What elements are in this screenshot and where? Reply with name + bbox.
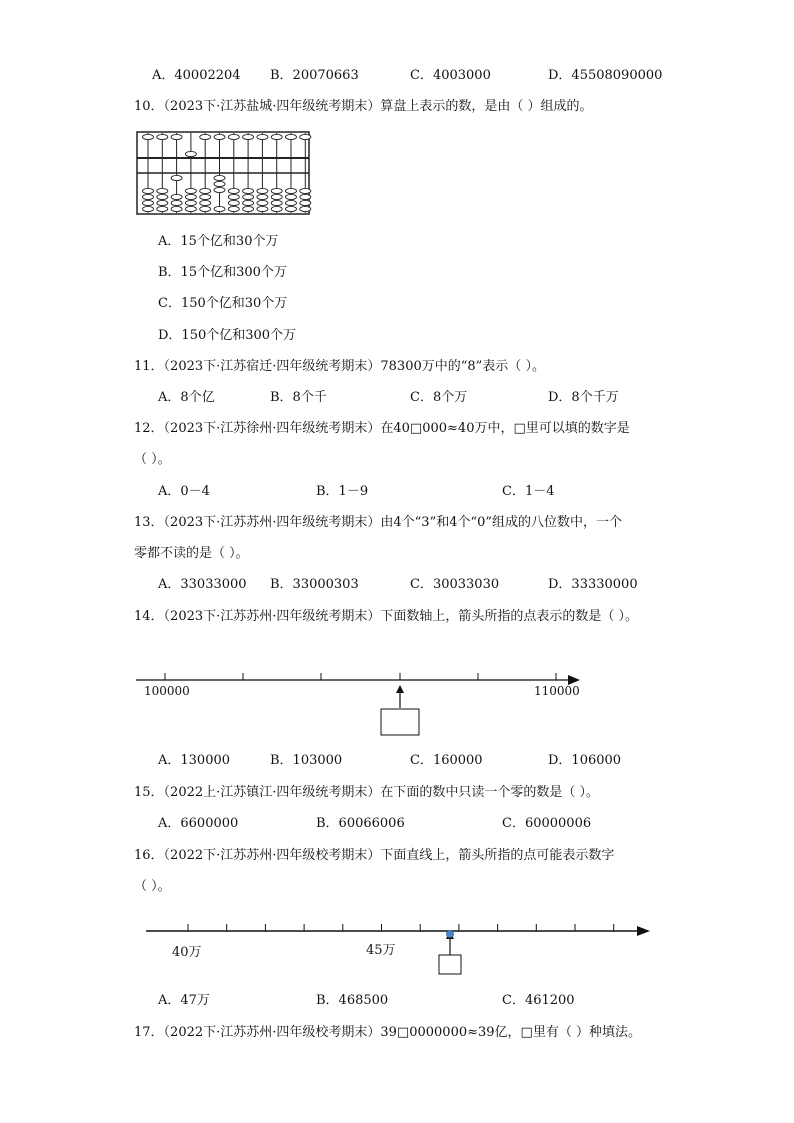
q16-option-a[interactable]: A．47万 [158, 993, 210, 1008]
abacus-bead [185, 188, 196, 193]
q12-option-b[interactable]: B．1－9 [316, 484, 369, 499]
abacus-bead [271, 194, 282, 199]
abacus-bead [257, 188, 268, 193]
q13-option-a[interactable]: A．33033000 [158, 577, 247, 592]
q15-option-c[interactable]: C．60000006 [502, 816, 592, 831]
q10-option-a[interactable]: A．15个亿和30个万 [158, 234, 279, 249]
q10-stem: 10．（2023下·江苏盐城·四年级统考期末）算盘上表示的数，是由（ ）组成的。 [134, 99, 593, 114]
abacus-bead [228, 134, 239, 139]
abacus-bead [271, 188, 282, 193]
abacus-bead [286, 206, 297, 211]
abacus-bead [286, 200, 297, 205]
abacus-figure [136, 131, 312, 217]
q16-option-b[interactable]: B．468500 [316, 993, 389, 1008]
abacus-bead [200, 188, 211, 193]
axis-label-45: 45万 [366, 943, 396, 958]
abacus-bead [214, 175, 225, 180]
q10-option-c[interactable]: C．150个亿和30个万 [158, 296, 288, 311]
axis-label-40: 40万 [172, 945, 202, 960]
q16-number-line [140, 920, 660, 980]
q16-option-c[interactable]: C．461200 [502, 993, 575, 1008]
q11-option-d[interactable]: D．8个千万 [548, 390, 619, 405]
axis-label-end: 110000 [534, 684, 580, 698]
abacus-bead [200, 200, 211, 205]
q12-stem-line1: 12．（2023下·江苏徐州·四年级统考期末）在40□000≈40万中，□里可以填的数字是 [134, 421, 630, 436]
abacus-bead [257, 206, 268, 211]
q13-stem-line1: 13．（2023下·江苏苏州·四年级统考期末）由4个“3”和4个“0”组成的八位数中，一个 [134, 515, 623, 530]
abacus-bead [200, 134, 211, 139]
abacus-bead [300, 200, 311, 205]
abacus-bead [286, 194, 297, 199]
q13-option-c[interactable]: C．30033030 [410, 577, 500, 592]
q13-option-d[interactable]: D．33330000 [548, 577, 638, 592]
abacus-bead [271, 200, 282, 205]
q17-stem: 17．（2022下·江苏苏州·四年级校考期末）39□0000000≈39亿，□里有（ ）种填法。 [134, 1025, 641, 1040]
q13-option-b[interactable]: B．33000303 [270, 577, 359, 592]
marked-point [447, 931, 454, 938]
abacus-bead [300, 194, 311, 199]
abacus-bead [243, 134, 254, 139]
abacus-bead [271, 134, 282, 139]
abacus-bead [157, 200, 168, 205]
q12-stem-line2: （ ）。 [134, 452, 171, 467]
abacus-bead [143, 206, 154, 211]
q11-option-b[interactable]: B．8个千 [270, 390, 327, 405]
abacus-bead [300, 134, 311, 139]
abacus-bead [257, 134, 268, 139]
abacus-bead [185, 200, 196, 205]
q12-option-c[interactable]: C．1－4 [502, 484, 555, 499]
axis-label-start: 100000 [144, 684, 190, 698]
abacus-bead [171, 206, 182, 211]
abacus-bead [271, 206, 282, 211]
q10-option-b[interactable]: B．15个亿和300个万 [158, 265, 287, 280]
q10-option-d[interactable]: D．150个亿和300个万 [158, 328, 297, 343]
abacus-bead [157, 134, 168, 139]
abacus-bead [214, 206, 225, 211]
abacus-bead [171, 134, 182, 139]
abacus-bead [228, 194, 239, 199]
q14-number-line [130, 664, 590, 744]
abacus-bead [300, 206, 311, 211]
abacus-bead [243, 188, 254, 193]
q14-stem: 14．（2023下·江苏苏州·四年级统考期末）下面数轴上，箭头所指的点表示的数是（ ）。 [134, 609, 639, 624]
q14-option-b[interactable]: B．103000 [270, 753, 343, 768]
q9-option-d[interactable]: D．45508090000 [548, 68, 663, 83]
q11-stem: 11．（2023下·江苏宿迁·四年级统考期末）78300万中的“8”表示（ ）。 [134, 359, 545, 374]
q14-option-c[interactable]: C．160000 [410, 753, 483, 768]
abacus-bead [185, 151, 196, 156]
abacus-bead [243, 194, 254, 199]
abacus-bead [143, 194, 154, 199]
abacus-bead [228, 200, 239, 205]
q15-option-a[interactable]: A．6600000 [158, 816, 239, 831]
abacus-bead [200, 194, 211, 199]
q15-option-b[interactable]: B．60066006 [316, 816, 405, 831]
q12-option-a[interactable]: A．0－4 [158, 484, 210, 499]
q9-option-b[interactable]: B．20070663 [270, 68, 359, 83]
abacus-bead [228, 206, 239, 211]
q14-option-d[interactable]: D．106000 [548, 753, 622, 768]
abacus-bead [185, 194, 196, 199]
abacus-bead [257, 194, 268, 199]
abacus-bead [143, 188, 154, 193]
abacus-bead [157, 194, 168, 199]
abacus-bead [243, 206, 254, 211]
abacus-bead [214, 187, 225, 192]
q11-option-c[interactable]: C．8个万 [410, 390, 468, 405]
abacus-bead [171, 175, 182, 180]
abacus-bead [157, 206, 168, 211]
abacus-bead [171, 194, 182, 199]
abacus-bead [286, 134, 297, 139]
axis-arrowhead-icon [637, 926, 650, 936]
abacus-bead [157, 188, 168, 193]
abacus-bead [143, 134, 154, 139]
abacus-bead [300, 188, 311, 193]
abacus-bead [214, 134, 225, 139]
q15-stem: 15．（2022上·江苏镇江·四年级统考期末）在下面的数中只读一个零的数是（ ）。 [134, 785, 600, 800]
q16-stem-line2: （ ）。 [134, 879, 171, 894]
abacus-bead [185, 206, 196, 211]
abacus-bead [200, 206, 211, 211]
abacus-bead [143, 200, 154, 205]
q14-option-a[interactable]: A．130000 [158, 753, 231, 768]
abacus-bead [228, 188, 239, 193]
q11-option-a[interactable]: A．8个亿 [158, 390, 215, 405]
q16-stem-line1: 16．（2022下·江苏苏州·四年级校考期末）下面直线上，箭头所指的点可能表示数字 [134, 848, 615, 863]
abacus-bead [243, 200, 254, 205]
q9-option-c[interactable]: C．4003000 [410, 68, 491, 83]
abacus-bead [214, 181, 225, 186]
abacus-bead [257, 200, 268, 205]
q13-stem-line2: 零都不读的是（ ）。 [134, 546, 249, 561]
abacus-bead [171, 200, 182, 205]
abacus-bead [286, 188, 297, 193]
q9-option-a[interactable]: A．40002204 [152, 68, 241, 83]
